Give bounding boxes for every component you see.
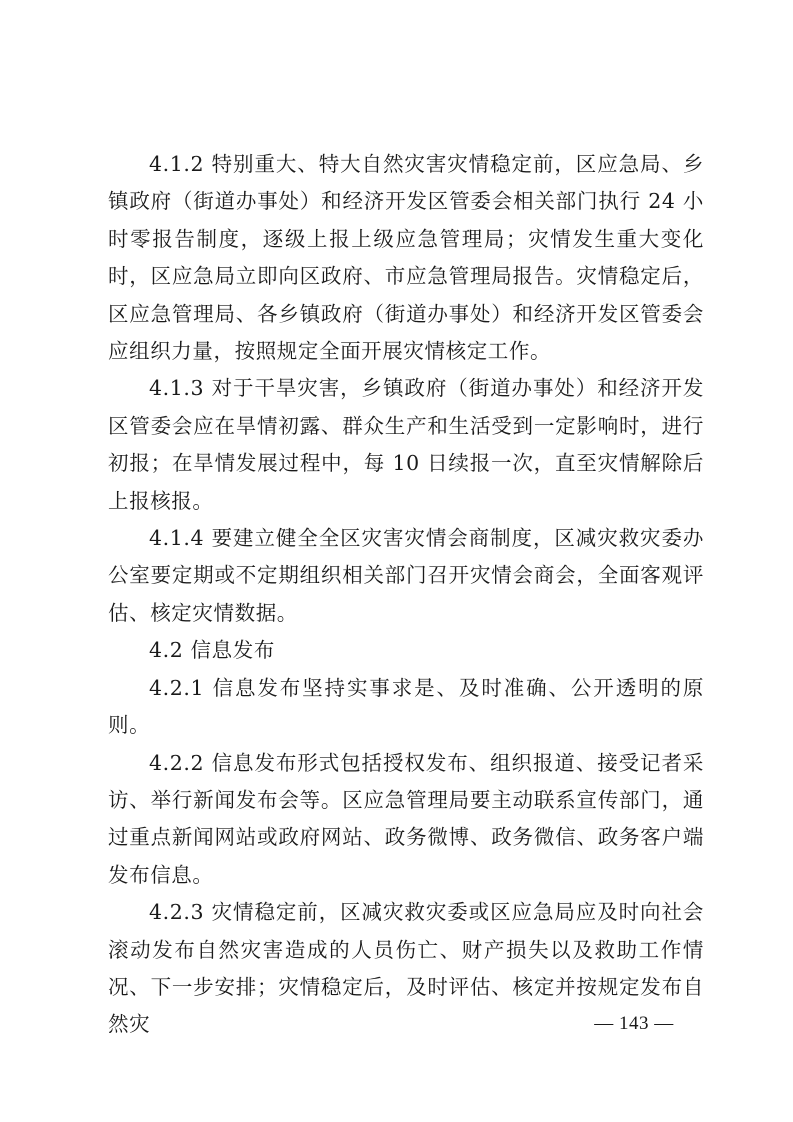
paragraph-4-2-1: 4.2.1 信息发布坚持实事求是、及时准确、公开透明的原则。 [108,675,704,738]
paragraph-4-2-2: 4.2.2 信息发布形式包括授权发布、组织报道、接受记者采访、举行新闻发布会等。区应急管理局要主动联系宣传部门，通过重点新闻网站或政府网站、政务微博、政务微信、政务客户端发布信息。 [108,750,704,887]
section-heading-4-2: 4.2 信息发布 [149,638,275,663]
document-body [108,146,704,1044]
paragraph-4-1-4: 4.1.4 要建立健全全区灾害灾情会商制度，区减灾救灾委办公室要定期或不定期组织相关部门召开灾情会商会，全面客观评估、核定灾情数据。 [108,526,704,625]
paragraph-4-2-3: 4.2.3 灾情稳定前，区减灾救灾委或区应急局应及时向社会滚动发布自然灾害造成的人员伤亡、财产损失以及救助工作情况、下一步安排；灾情稳定后，及时评估、核定并按规定发布自然灾 [108,900,704,1037]
page-number: — 143 — [594,1013,674,1034]
paragraph-4-1-3: 4.1.3 对于干旱灾害，乡镇政府（街道办事处）和经济开发区管委会应在旱情初露、群众生产和生活受到一定影响时，进行初报；在旱情发展过程中，每 10 日续报一次，直至灾情解除后上报核报。 [108,376,704,513]
paragraph-4-1-2: 4.1.2 特别重大、特大自然灾害灾情稳定前，区应急局、乡镇政府（街道办事处）和经济开发区管委会相关部门执行 24 小时零报告制度，逐级上报上级应急管理局；灾情发生重大变化时，区应急局立即向区政府、市应急管理局报告。灾情稳定后，区应急管理局、各乡镇政府（街道办事处）和经济开发区管委会应组织力量，按照规定全面开展灾情核定工作。 [108,152,704,364]
